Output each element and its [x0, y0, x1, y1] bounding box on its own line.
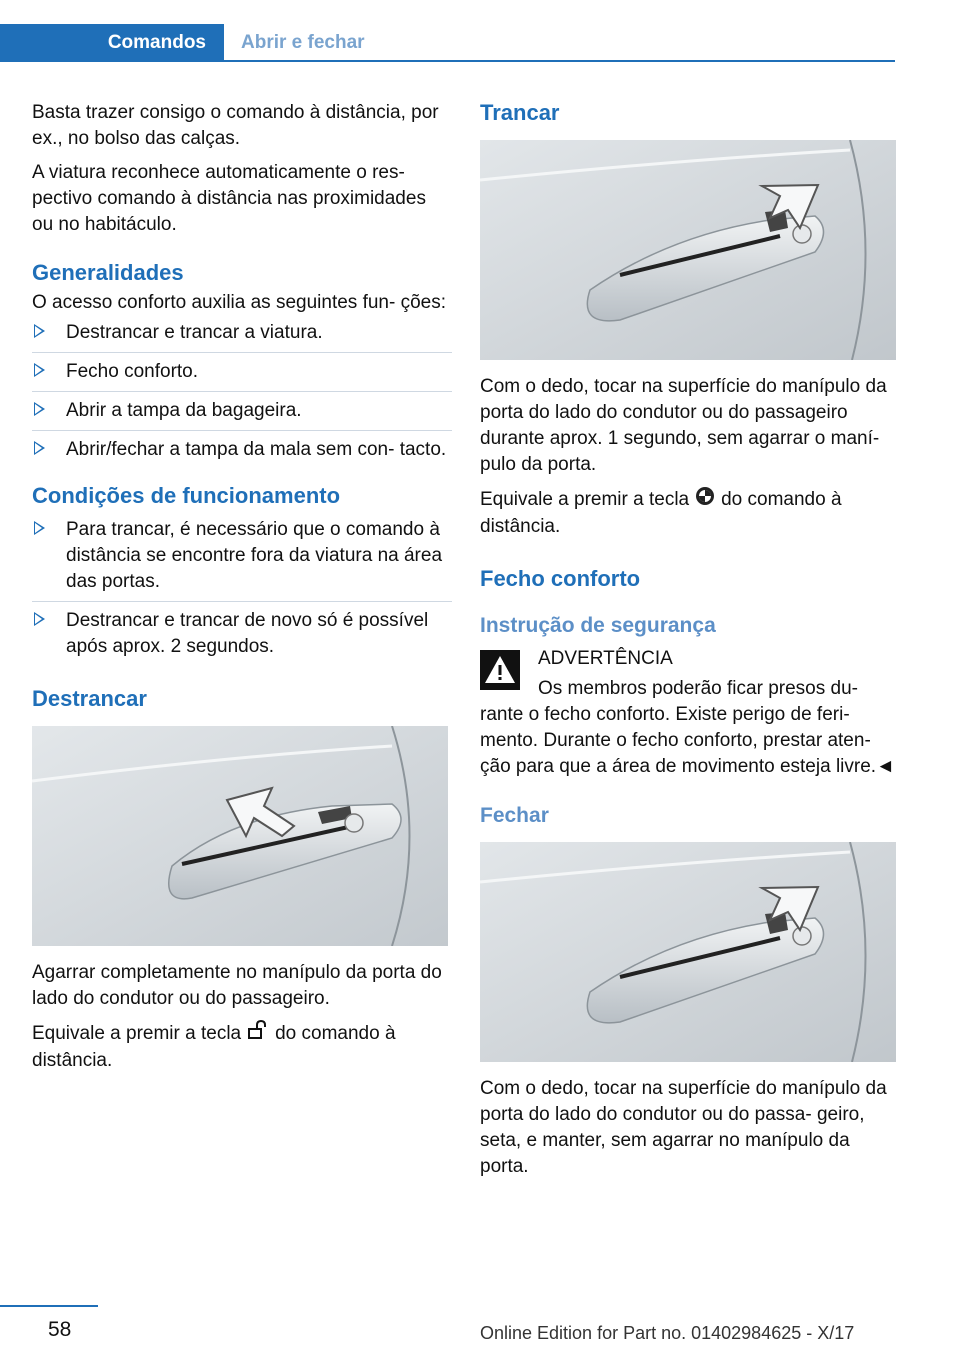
- list-item: Abrir/fechar a tampa da mala sem con‐ tacto.: [32, 430, 452, 469]
- condicoes-list: [32, 517, 452, 666]
- header-rule: [0, 60, 895, 62]
- warning-triangle-icon: [480, 650, 520, 695]
- bullet-triangle-icon: [34, 402, 45, 416]
- list-item: Abrir a tampa da bagageira.: [32, 391, 452, 430]
- right-column: [480, 100, 896, 1188]
- door-handle-close-image: [480, 842, 896, 1062]
- destrancar-text: Agarrar completamente no manípulo da porta do lado do condutor ou do passageiro.: [32, 962, 442, 1009]
- destrancar-equivalent: Equivale a premir a tecla do comando à distância.: [32, 1020, 452, 1074]
- warning-text: Os membros poderão ficar presos du‐ rante o fecho conforto. Existe perigo de feri‐ mento. Durante o fecho conforto, prestar aten‐ ção para que a área de movimento esteja livre.◄: [480, 678, 895, 777]
- bmw-logo-icon: [695, 486, 715, 514]
- trancar-equivalent: Equivale a premir a tecla do comando à distância.: [480, 486, 896, 540]
- list-item: Para trancar, é necessário que o comando à distância se encontre fora da viatura na área das portas.: [32, 517, 452, 601]
- tab-abrir-e-fechar[interactable]: Abrir e fechar: [241, 32, 365, 53]
- heading-destrancar: Destrancar: [32, 686, 147, 711]
- bullet-triangle-icon: [34, 363, 45, 377]
- page-number: 58: [48, 1318, 72, 1341]
- warning-title: ADVERTÊNCIA: [538, 648, 673, 669]
- heading-fecho-conforto: Fecho conforto: [480, 566, 641, 591]
- intro-paragraph-2: A viatura reconhece automaticamente o res‐ pectivo comando à distância nas proximidades ou no habitáculo.: [32, 162, 426, 235]
- door-handle-lock-image: [480, 140, 896, 360]
- heading-generalidades: Generalidades: [32, 260, 184, 285]
- heading-trancar: Trancar: [480, 100, 560, 125]
- bullet-triangle-icon: [34, 612, 45, 626]
- door-handle-unlock-image: [32, 726, 448, 946]
- footer-rule: [0, 1305, 98, 1307]
- list-item: Destrancar e trancar a viatura.: [32, 320, 452, 352]
- subheading-instrucao-seguranca: Instrução de segurança: [480, 614, 716, 637]
- edition-note: Online Edition for Part no. 01402984625 - X/17: [480, 1323, 855, 1343]
- chapter-header: [0, 24, 895, 62]
- heading-fechar: Fechar: [480, 804, 549, 827]
- fechar-text: Com o dedo, tocar na superfície do manípulo da porta do lado do condutor ou do passa‐ geiro, seta, e manter, sem agarrar no manípulo da porta.: [480, 1078, 887, 1177]
- list-item: Destrancar e trancar de novo só é possível após aprox. 2 segundos.: [32, 601, 452, 666]
- bullet-triangle-icon: [34, 521, 45, 535]
- warning-block: [480, 646, 896, 780]
- bullet-triangle-icon: [34, 441, 45, 455]
- unlock-icon: [247, 1020, 269, 1048]
- generalidades-text: O acesso conforto auxilia as seguintes fun‐ ções:: [32, 292, 447, 313]
- left-column: [32, 100, 452, 1082]
- trancar-text: Com o dedo, tocar na superfície do manípulo da porta do lado do condutor ou do passageiro durante aprox. 1 segundo, sem agarrar o maní‐ pulo da porta.: [480, 376, 887, 475]
- bullet-triangle-icon: [34, 324, 45, 338]
- generalidades-list: [32, 320, 452, 469]
- tab-comandos[interactable]: Comandos: [0, 24, 224, 62]
- list-item: Fecho conforto.: [32, 352, 452, 391]
- heading-condicoes: Condições de funcionamento: [32, 483, 341, 508]
- intro-paragraph-1: Basta trazer consigo o comando à distância, por ex., no bolso das calças.: [32, 102, 439, 149]
